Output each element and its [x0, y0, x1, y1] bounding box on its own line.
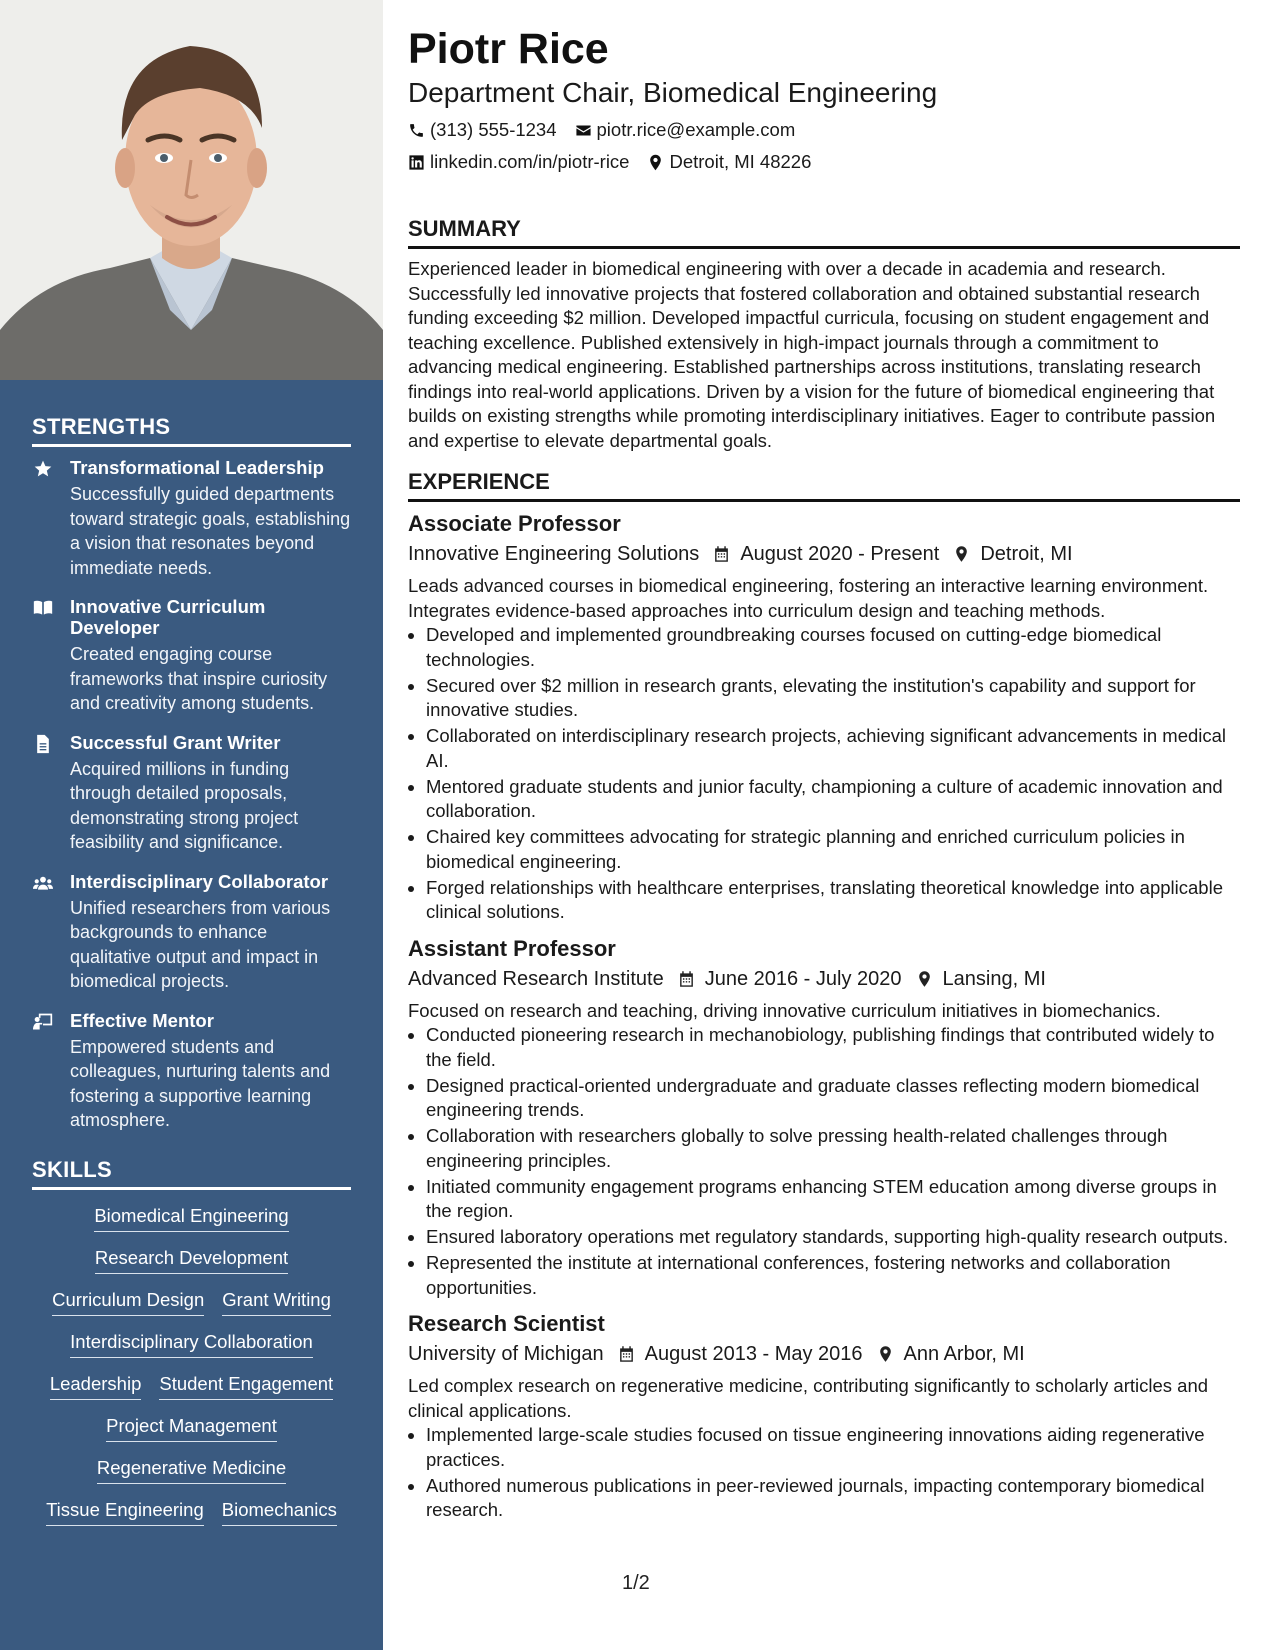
list-item: • Secured over $2 million in research grants, elevating the institution's capability and support for innovative studies. [426, 674, 1240, 723]
strength-item [32, 732, 351, 855]
strength-desc: Created engaging course frameworks that inspire curiosity and creativity among students. [70, 644, 328, 713]
book-open-icon [32, 596, 70, 716]
chalkboard-teacher-icon [32, 1010, 70, 1133]
skill-tag: Research Development [95, 1246, 288, 1274]
list-item: • Developed and implemented groundbreaking courses focused on cutting-edge biomedical technologies. [426, 623, 1240, 672]
strength-desc: Acquired millions in funding through detailed proposals, demonstrating strong project feasibility and significance. [70, 758, 299, 852]
strength-item [32, 871, 351, 994]
linkedin-icon [408, 154, 425, 171]
list-item: • Initiated community engagement programs enhancing STEM education among diverse groups in the region. [426, 1175, 1240, 1224]
job-title: Assistant Professor [408, 935, 616, 961]
list-item: • Chaired key committees advocating for strategic planning and enriched curriculum policies in biomedical engineering. [426, 825, 1240, 874]
job-title: Associate Professor [408, 511, 621, 536]
location-contact [647, 150, 811, 174]
calendar-icon [618, 1345, 635, 1363]
page-number: 1/2 [622, 1572, 650, 1594]
calendar-icon [713, 545, 730, 563]
email-link[interactable]: piotr.rice@example.com [596, 119, 796, 140]
job-location: Lansing, MI [942, 967, 1046, 990]
job-company: University of Michigan [408, 1343, 604, 1365]
strengths-heading: STRENGTHS [32, 414, 351, 447]
strength-title: Innovative Curriculum Developer [70, 596, 266, 638]
linkedin-link[interactable]: linkedin.com/in/piotr-rice [430, 151, 630, 172]
envelope-icon [575, 122, 592, 139]
location-text: Detroit, MI 48226 [669, 151, 812, 172]
strength-desc: Empowered students and colleagues, nurturing talents and fostering a supportive learning atmosphere. [70, 1036, 331, 1130]
list-item: • Implemented large-scale studies focused on tissue engineering innovations aiding regenerative practices. [426, 1423, 1240, 1472]
contact-row [408, 118, 1240, 142]
job-company: Innovative Engineering Solutions [408, 543, 700, 565]
job-dates: June 2016 - July 2020 [704, 967, 902, 990]
job-description: Leads advanced courses in biomedical engineering, fostering an interactive learning environment. Integrates evidence-based approaches into curriculum design and teaching methods. [408, 575, 1209, 621]
strength-title: Effective Mentor [70, 1009, 214, 1031]
job-meta [408, 1340, 1240, 1368]
skill-tag: Project Management [106, 1414, 277, 1442]
experience-heading: EXPERIENCE [408, 469, 1240, 502]
skill-tag: Biomechanics [222, 1498, 337, 1526]
list-item: • Authored numerous publications in peer-reviewed journals, impacting contemporary biomedical research. [426, 1474, 1240, 1523]
strength-title: Successful Grant Writer [70, 731, 281, 753]
map-pin-icon [877, 1345, 894, 1363]
phone-text: (313) 555-1234 [430, 119, 557, 140]
strength-desc: Successfully guided departments toward strategic goals, establishing a vision that resonates beyond immediate needs. [70, 484, 351, 578]
strength-item [32, 596, 351, 716]
job-bullets [426, 623, 1240, 925]
list-item: • Conducted pioneering research in mechanobiology, publishing findings that contributed widely to the field. [426, 1023, 1240, 1072]
users-icon [32, 871, 70, 994]
skill-tag: Curriculum Design [52, 1288, 204, 1316]
job-entry [408, 1310, 1240, 1523]
skill-tag: Tissue Engineering [46, 1498, 204, 1526]
profile-photo [0, 0, 383, 380]
job-meta [408, 965, 1240, 993]
list-item: • Mentored graduate students and junior faculty, championing a culture of academic innovation and collaboration. [426, 775, 1240, 824]
skill-tag: Interdisciplinary Collaboration [70, 1330, 313, 1358]
phone-icon [408, 122, 425, 139]
map-pin-icon [647, 154, 664, 171]
map-pin-icon [953, 545, 970, 563]
strength-title: Transformational Leadership [70, 457, 324, 478]
summary-text: Experienced leader in biomedical engineering with over a decade in academia and research. Successfully led innovative projects that fostered collaboration and obtained substantial research funding exceeding $2 million. Developed impactful curricula, focusing on student engagement and teaching excellence. Published extensively in high-impact journals through a commitment to advancing medical engineering. Established partnerships across institutions, translating research findings into real-world applications. Driven by a vision for the future of biomedical engineering that builds on existing strengths while promoting interdisciplinary initiatives. Eager to contribute passion and expertise to elevate departmental goals. [408, 258, 1216, 451]
main-content [408, 24, 1240, 1533]
job-title: Research Scientist [408, 1311, 605, 1336]
job-dates: August 2013 - May 2016 [644, 1343, 863, 1365]
list-item: • Forged relationships with healthcare enterprises, translating theoretical knowledge into applicable clinical solutions. [426, 876, 1240, 925]
email-contact[interactable] [575, 118, 796, 142]
job-entry [408, 935, 1240, 1301]
skill-tag: Leadership [50, 1372, 142, 1400]
job-location: Ann Arbor, MI [903, 1343, 1025, 1365]
list-item: • Represented the institute at international conferences, fostering networks and collaboration opportunities. [426, 1251, 1240, 1300]
map-pin-icon [916, 970, 933, 988]
contact-row [408, 150, 1240, 174]
list-item: • Designed practical-oriented undergraduate and graduate classes reflecting modern biomedical engineering trends. [426, 1074, 1240, 1123]
job-dates: August 2020 - Present [740, 543, 940, 565]
sidebar [0, 0, 383, 1650]
summary-heading: SUMMARY [408, 216, 1240, 249]
strength-title: Interdisciplinary Collaborator [70, 870, 329, 892]
strength-desc: Unified researchers from various backgrounds to enhance qualitative output and impact in biomedical projects. [70, 897, 331, 991]
job-bullets [426, 1423, 1240, 1523]
skill-tag: Grant Writing [222, 1288, 331, 1316]
job-location: Detroit, MI [980, 543, 1073, 565]
job-description: Focused on research and teaching, driving innovative curriculum initiatives in biomechanics. [408, 999, 1161, 1021]
job-description: Led complex research on regenerative medicine, contributing significantly to scholarly articles and clinical applications. [408, 1375, 1209, 1421]
list-item: • Collaborated on interdisciplinary research projects, achieving significant advancements in medical AI. [426, 724, 1240, 773]
job-entry [408, 510, 1240, 925]
document-icon [32, 732, 70, 855]
skills-heading: SKILLS [32, 1157, 351, 1190]
candidate-name: Piotr Rice [408, 25, 609, 73]
skill-tag: Regenerative Medicine [97, 1456, 286, 1484]
linkedin-contact[interactable] [408, 150, 629, 174]
strength-item [32, 457, 351, 580]
calendar-icon [678, 970, 695, 988]
job-bullets [426, 1023, 1240, 1300]
list-item: • Ensured laboratory operations met regulatory standards, supporting high-quality research outputs. [426, 1225, 1240, 1250]
skill-tag: Biomedical Engineering [94, 1204, 288, 1232]
star-icon [32, 457, 70, 580]
job-meta [408, 540, 1240, 568]
list-item: • Collaboration with researchers globally to solve pressing health-related challenges through engineering principles. [426, 1124, 1240, 1173]
strength-item [32, 1010, 351, 1133]
skills-list [32, 1204, 351, 1526]
phone-contact [408, 118, 557, 142]
job-company: Advanced Research Institute [408, 967, 664, 990]
candidate-headline: Department Chair, Biomedical Engineering [408, 77, 938, 108]
skill-tag: Student Engagement [159, 1372, 333, 1400]
